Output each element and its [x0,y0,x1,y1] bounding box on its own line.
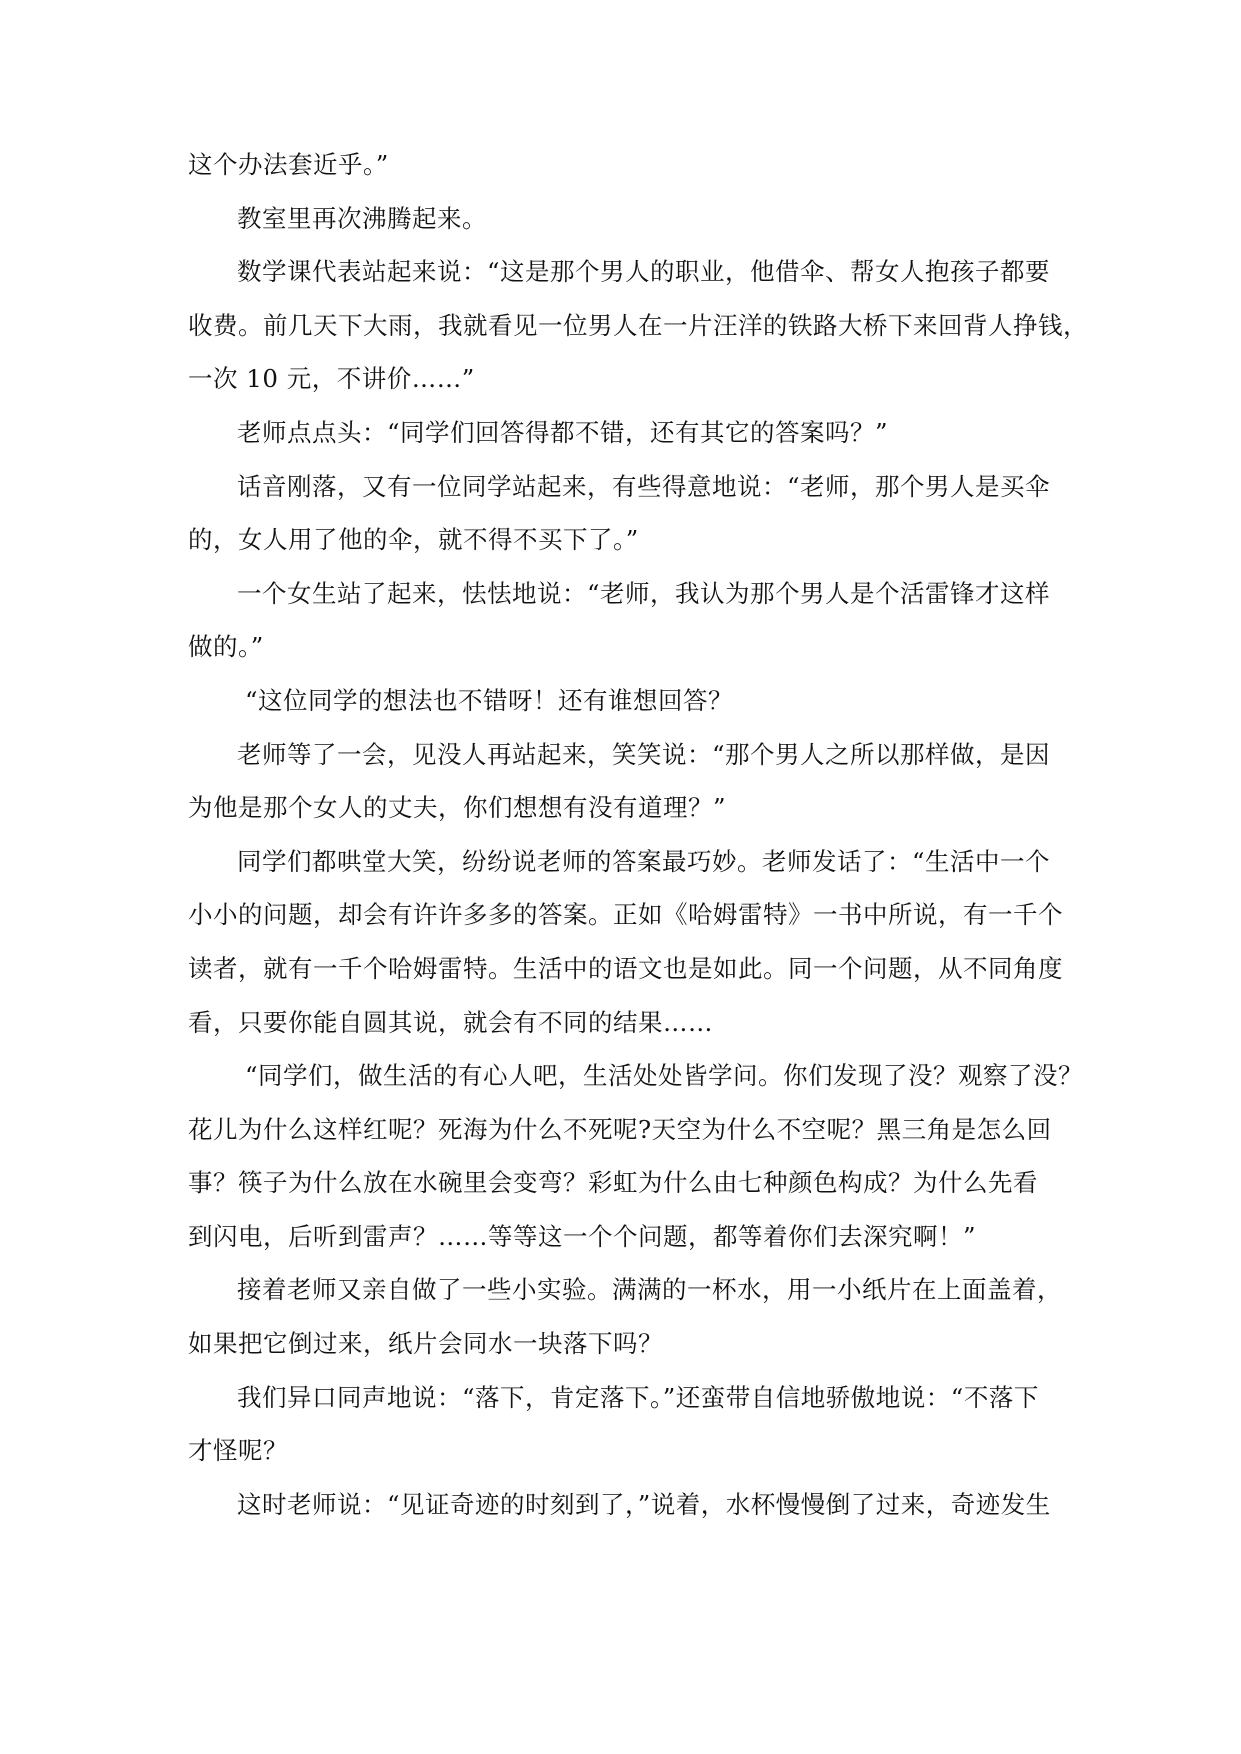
text-line [0,949,1241,989]
line-text: 老师点点头：“同学们回答得都不错，还有其它的答案吗？” [237,418,889,447]
text-line [0,1056,1241,1096]
line-text: 我们异口同声地说：“落下，肯定落下。”还蛮带自信地骄傲地说：“不落下 [237,1383,1039,1412]
line-text: 为他是那个女人的丈夫，你们想想有没有道理？” [188,793,727,822]
line-text: 看，只要你能自圆其说，就会有不同的结果…… [188,1008,713,1037]
line-text: 的，女人用了他的伞，就不得不买下了。” [188,525,639,554]
line-text: 读者，就有一千个哈姆雷特。生活中的语文也是如此。同一个问题，从不同角度 [188,954,1063,983]
line-text: 这个办法套近乎。” [188,150,389,179]
line-text: 接着老师又亲自做了一些小实验。满满的一杯水，用一小纸片在上面盖着， [237,1275,1062,1304]
text-line [0,1163,1241,1203]
text-line [0,574,1241,614]
line-text: 到闪电，后听到雷声？……等等这一个个问题，都等着你们去深究啊！” [188,1222,977,1251]
text-line [0,520,1241,560]
line-text: 如果把它倒过来，纸片会同水一块落下吗？ [188,1329,663,1358]
text-line [0,252,1241,292]
text-line [0,306,1241,346]
line-text: 老师等了一会，见没人再站起来，笑笑说：“那个男人之所以那样做，是因 [237,740,1051,769]
line-text: 这时老师说：“见证奇迹的时刻到了，”说着，水杯慢慢倒了过来，奇迹发生 [237,1490,1051,1519]
text-line [0,788,1241,828]
text-line [0,627,1241,667]
text-line [0,1324,1241,1364]
text-line [0,735,1241,775]
text-line [0,1003,1241,1043]
text-line [0,1378,1241,1418]
line-text: 话音刚落，又有一位同学站起来，有些得意地说：“老师，那个男人是买伞 [237,472,1051,501]
text-line [0,199,1241,239]
line-text: 一次 10 元，不讲价……” [188,364,475,393]
line-text: “这位同学的想法也不错呀！还有谁想回答？ [245,686,734,715]
text-line [0,413,1241,453]
text-line [0,842,1241,882]
line-text: 小小的问题，却会有许许多多的答案。正如《哈姆雷特》一书中所说，有一千个 [188,900,1063,929]
text-line [0,1270,1241,1310]
line-text: 事？筷子为什么放在水碗里会变弯？彩虹为什么由七种颜色构成？为什么先看 [188,1168,1038,1197]
line-text: “同学们，做生活的有心人吧，生活处处皆学问。你们发现了没？观察了没？ [245,1061,1084,1090]
line-text: 做的。” [188,632,264,661]
line-text: 收费。前几天下大雨，我就看见一位男人在一片汪洋的铁路大桥下来回背人挣钱， [188,311,1088,340]
text-line [0,467,1241,507]
text-line [0,895,1241,935]
text-line [0,359,1241,399]
text-line [0,1431,1241,1471]
line-text: 教室里再次沸腾起来。 [237,204,487,233]
line-text: 花儿为什么这样红呢？死海为什么不死呢?天空为什么不空呢？黑三角是怎么回 [188,1115,1052,1144]
text-line [0,145,1241,185]
line-text: 才怪呢？ [188,1436,288,1465]
text-line [0,681,1241,721]
text-line [0,1217,1241,1257]
line-text: 同学们都哄堂大笑，纷纷说老师的答案最巧妙。老师发话了：“生活中一个 [237,847,1051,876]
text-line [0,1110,1241,1150]
line-text: 数学课代表站起来说：“这是那个男人的职业，他借伞、帮女人抱孩子都要 [237,257,1051,286]
text-line [0,1485,1241,1525]
line-text: 一个女生站了起来，怯怯地说：“老师，我认为那个男人是个活雷锋才这样 [237,579,1051,608]
